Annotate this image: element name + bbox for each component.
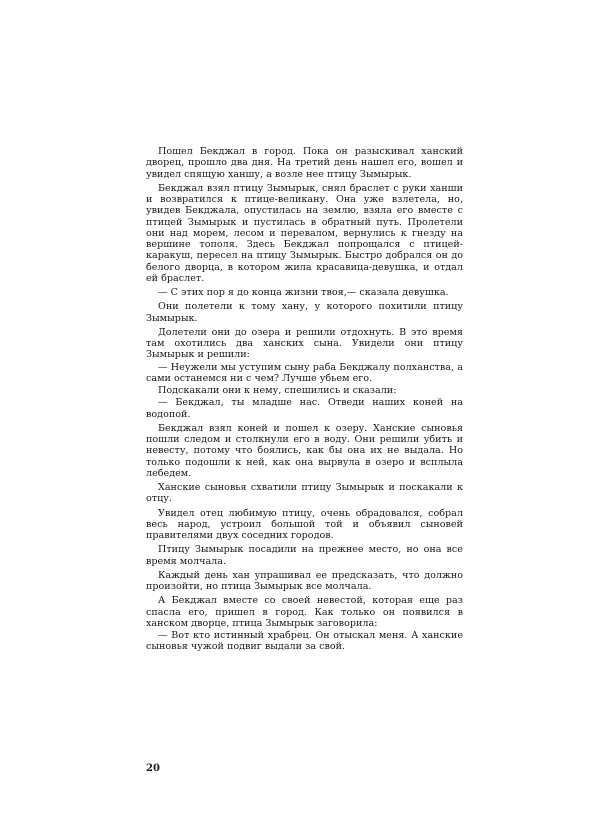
dialogue-paragraph: — С этих пор я до конца жизни твоя,— сказала девушка.	[158, 287, 449, 298]
paragraph: А Бекджал вместе со своей невестой, которая еще раз спасла его, пришел в город. Как только он появился в ханском дворце, птица Зымырык заговорила:	[146, 595, 463, 629]
paragraph: Каждый день хан упрашивал ее предсказать, что должно произойти, но птица Зымырык все молчала.	[146, 569, 463, 592]
paragraph: Увидел отец любимую птицу, очень обрадовался, собрал весь народ, устроил большой той и объявил сыновей правителями двух соседних городов.	[146, 507, 463, 541]
dialogue-paragraph: — Вот кто истинный храбрец. Он отыскал меня. А ханские сыновья чужой подвиг выдали за свой.	[146, 630, 463, 653]
paragraph: Долетели они до озера и решили отдохнуть. В это время там охотились два ханских сына. Увидели они птицу Зымырык и решили:	[146, 326, 463, 361]
dialogue-paragraph: — Неужели мы уступим сыну раба Бекджалу полханства, а сами останемся ни с чем? Лучше убьем его.	[146, 361, 463, 384]
paragraph: Подскакали они к нему, спешились и сказали:	[158, 385, 397, 396]
paragraph: Бекджал взял птицу Зымырык, снял браслет с руки ханши и возвратился к птице-великану. Она уже взлетела, но, увидев Бекджала, опустилась на землю, взяла его вместе с птицей Зымырык и пустилась в обратный путь. Пролетели они над морем, лесом и перевалом, вернулись к гнезду на вершине тополя. Здесь Бекджал попрощался с птицей-каракуш, пересел на птицу Зымырык. Быстро добрался он до белого дворца, в котором жила красавица-девушка, и отдал ей браслет.	[146, 182, 463, 284]
paragraph: Они полетели к тому хану, у которого похитили птицу Зымырык.	[146, 301, 463, 324]
page-number: 20	[146, 763, 160, 774]
story-text	[146, 146, 463, 656]
paragraph: Бекджал взял коней и пошел к озеру. Ханские сыновья пошли следом и столкнули его в воду. Они решили убить и невесту, потому что боялись, как бы она их не выдала. Но только подошли к ней, как она вырвула в озеро и всплыла лебедем.	[146, 422, 463, 479]
paragraph: Ханские сыновья схватили птицу Зымырык и поскакали к отцу.	[146, 482, 463, 505]
paragraph: Пошел Бекджал в город. Пока он разыскивал ханский дворец, прошло два дня. На третий день нашел его, вошел и увидел спящую ханшу, а возле нее птицу Зымырык.	[146, 146, 463, 180]
paragraph: Птицу Зымырык посадили на прежнее место, но она все время молчала.	[146, 544, 463, 567]
dialogue-paragraph: — Бекджал, ты младше нас. Отведи наших коней на водопой.	[146, 397, 463, 420]
